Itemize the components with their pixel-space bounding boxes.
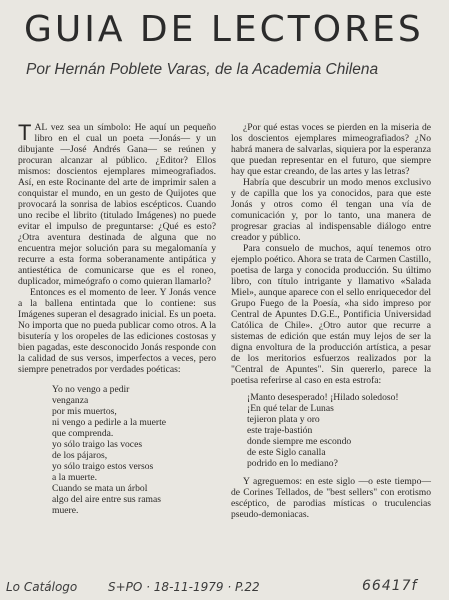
paragraph: Habría que descubrir un modo menos exclusivo y de capilla que los ya conocidos, para que este Jonás y otros como él tengan una vía de comunicación y, por lo tanto, una manera de progresar gracias al indispensable diálogo entre creador y público. [231, 177, 431, 243]
poem-line: Yo no vengo a pedir [52, 384, 130, 395]
poem-line: a la muerte. [52, 472, 98, 483]
poem-line: que comprenda. [52, 428, 114, 439]
author-byline: Por Hernán Poblete Varas, de la Academia Chilena [26, 61, 379, 78]
handwritten-note-left: Lo Catálogo [6, 580, 78, 594]
poem-line: ¡En qué telar de Lunas [247, 403, 334, 414]
poem-block [247, 392, 431, 469]
poem-line: Cuando se mata un árbol [52, 483, 148, 494]
handwritten-source-date: S+PO · 18-11-1979 · P.22 [108, 580, 260, 594]
paragraph [18, 122, 216, 287]
paragraph-text: AL vez sea un símbolo: He aquí un pequeño libro en el cual un poeta —Jonás— y un dibujante —José Andrés Gana— se reúnen y procuran alcanzar al público. ¿Editor? Ellos mismos: doscientos ejemplares mimeografiados. Así, en este Rocinante del arte de imprimir salen a conquistar el mundo, en un gesto de Quijotes que provocará la sonrisa de labios escépticos. Cuando uno recibe el librito (titulado Imágenes) no puede evitar el impulso de preguntarse: ¿Qué es esto? ¿Otra aventura destinada de alguna que no encuentra mejor solución para su megalomanía y recurre a esta forma soberanamente antipática y antiestética de comunicarse que es el roneo, duplicador, mimeógrafo o como quieran llamarlo? [18, 122, 216, 287]
poem-line: podrido en lo mediano? [247, 458, 338, 469]
poem-line: de este Siglo canalla [247, 447, 326, 458]
paragraph: ¿Por qué estas voces se pierden en la miseria de los doscientos ejemplares mimeografiados? ¿No habrá manera de salvarlas, siquiera por la esperanza que puedan representar en el futuro, que siempre hay que estar creando, de las artes y las letras? [231, 122, 431, 177]
poem-line: venganza [52, 395, 89, 406]
poem-line: muere. [52, 505, 79, 516]
poem-line: ¡Manto desesperado! ¡Hilado soledoso! [247, 392, 399, 403]
paragraph: Y agreguemos: en este siglo —o este tiempo— de Corines Tellados, de "best sellers" con erotismo escéptico, de parodias místicas o truculencias pseudo-demoniacas. [231, 476, 431, 520]
poem-line: algo del aire entre sus ramas [52, 494, 161, 505]
paragraph: Entonces es el momento de leer. Y Jonás vence a la ballena entintada que lo contiene: sus Imágenes superan el desagrado inicial. Es un poeta. No importa que no pueda publicar como otros. A la bisutería y los oropeles de las ediciones costosas y bien pagadas, este desconocido Jonás responde con la calidad de sus versos, imperfectos a veces, pero siempre penetrados por verdades poéticas: [18, 287, 216, 375]
poem-line: donde siempre me escondo [247, 436, 352, 447]
poem-line: yo sólo traigo estos versos [52, 461, 154, 472]
page-title: GUIA DE LECTORES [24, 9, 424, 50]
left-column [18, 122, 216, 516]
right-column [231, 122, 431, 520]
poem-line: ni vengo a pedirle a la muerte [52, 417, 167, 428]
poem-line: este traje-bastión [247, 425, 313, 436]
poem-line: tejieron plata y oro [247, 414, 320, 425]
spacer [231, 469, 431, 476]
drop-cap: T [18, 120, 32, 145]
handwritten-catalog-number: 66417f [362, 578, 418, 594]
poem-block [52, 384, 216, 516]
poem-line: de los pájaros, [52, 450, 108, 461]
paragraph: Para consuelo de muchos, aquí tenemos otro ejemplo poético. Ahora se trata de Carmen Castillo, poetisa de larga y conocida producción. Su último libro, con título intrigante y llamativo «Salada Miel», aunque aparece con el sello enriquecedor del Grupo Fuego de la Poesía, «ha sido impreso por Central de Apuntes D.G.E., Pontificia Universidad Católica de Chile». ¿Otro autor que recurre a sistemas de edición que están muy lejos de ser la digna envoltura de la producción artística, a pesar de los meritorios esfuerzos realizados por la "Central de Apuntes". Sin quererlo, parece la poetisa referirse al caso en esta estrofa: [231, 243, 431, 386]
poem-line: yo sólo traigo las voces [52, 439, 143, 450]
poem-line: por mis muertos, [52, 406, 117, 417]
